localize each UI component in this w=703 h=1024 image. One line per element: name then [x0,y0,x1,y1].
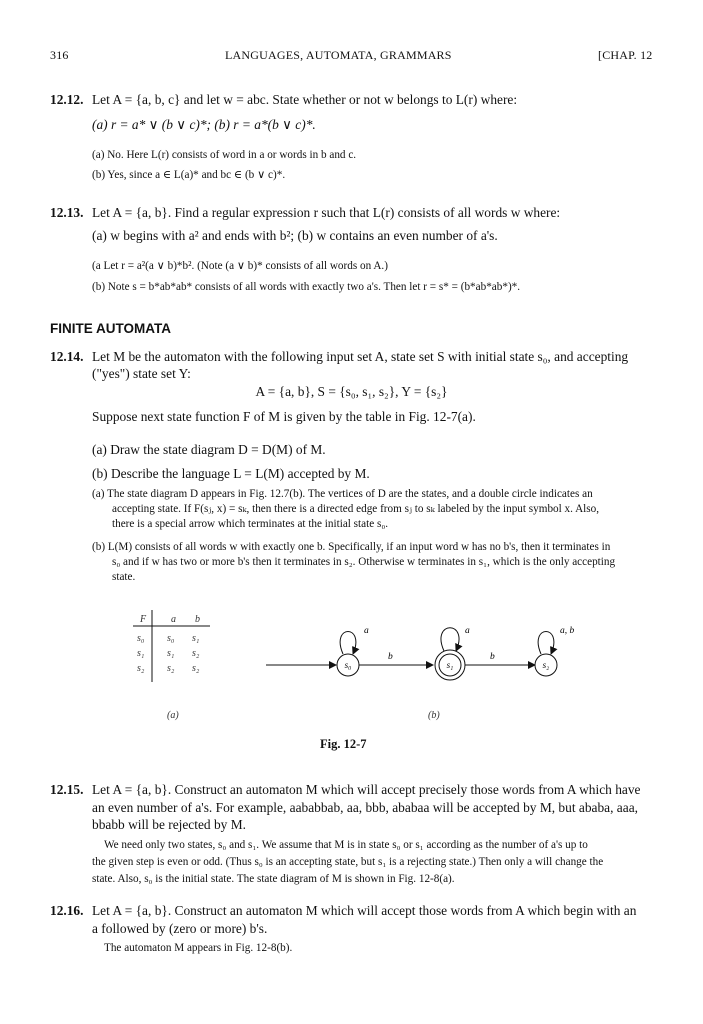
problem-number: 12.12. [50,92,84,107]
problem-text-line: an even number of a's. For example, aababbab, aa, bbb, ababaa will be accepted by M, but ababa, aaa, [92,800,638,815]
solution-a: (a) No. Here L(r) consists of word in a or words in b and c. [92,149,357,161]
state-label: s₀ [344,660,352,670]
problem-text-line: bbabb will be rejected by M. [92,817,246,832]
problem-text-line: Let A = {a, b}. Construct an automaton M which will accept those words from A which begin with an [92,903,637,918]
problem-text-line: Let A = {a, b}. Construct an automaton M which will accept precisely those words from A which have [92,782,641,797]
problem-number: 12.14. [50,349,84,364]
running-title: LANGUAGES, AUTOMATA, GRAMMARS [225,48,452,62]
problem-text-line: ("yes") state set Y: [92,366,191,381]
problem-text: Let A = {a, b}. Find a regular expression r such that L(r) consists of all words w where: [92,205,561,220]
solution-a-line: accepting state. If F(sⱼ, x) = sₖ, then there is a directed edge from sⱼ to sₖ labeled by the input symbol x. Also, [112,503,600,515]
solution-line: state. Also, s₀ is the initial state. The state diagram of M is shown in Fig. 12-8(a). [92,873,455,885]
table-cell: s₂ [167,663,175,674]
table-cell: s₂ [192,663,200,674]
solution-line: The automaton M appears in Fig. 12-8(b). [104,942,293,954]
page-number: 316 [50,48,69,62]
table-col-header: b [195,614,200,625]
table-cell: s₁ [167,648,175,659]
solution-b-line: (b) L(M) consists of all words w with exactly one b. Specifically, if an input word w has no b's, then it terminates in [92,541,611,553]
solution-a: (a Let r = a²(a ∨ b)*b². (Note (a ∨ b)* consists of all words on A.) [92,260,388,272]
transition-table [133,610,210,682]
part-a: (a) Draw the state diagram D = D(M) of M. [92,442,326,457]
solution-line: the given step is even or odd. (Thus s₀ is an accepting state, but s₁ is a rejecting state.) Then only a will change the [92,856,604,868]
solution-a-line: there is a special arrow which terminates at the initial state s₀. [112,518,389,530]
figure-caption: Fig. 12-7 [320,737,367,751]
table-corner: F [140,614,147,625]
edge-label: b [490,652,495,662]
state-diagram [266,626,575,680]
self-loop [340,632,356,655]
state-label: s₁ [446,660,454,670]
edge-label: b [388,652,393,662]
loop-label: a, b [560,626,575,636]
table-cell: s₁ [137,648,145,659]
problem-text-line: a followed by (zero or more) b's. [92,921,268,936]
solution-b-line: s₀ and if w has two or more b's then it terminates in s₂. Otherwise w terminates in s₁, which is the only accepting [112,556,616,568]
table-cell: s₀ [167,633,175,644]
table-cell: s₀ [137,633,145,644]
solution-b-line: state. [112,571,136,583]
problem-parts: (a) r = a* ∨ (b ∨ c)*; (b) r = a*(b ∨ c)*. [92,117,316,132]
table-cell: s₁ [192,633,200,644]
solution-a-line: (a) The state diagram D appears in Fig. 12.7(b). The vertices of D are the states, and a double circle indicates an [92,488,593,500]
subfigure-label-a: (a) [167,710,179,721]
problem-number: 12.16. [50,903,84,918]
table-col-header: a [171,614,176,625]
problem-text: Let A = {a, b, c} and let w = abc. State whether or not w belongs to L(r) where: [92,92,518,107]
solution-b: (b) Yes, since a ∈ L(a)* and bc ∈ (b ∨ c)*. [92,169,286,181]
problem-text-line: Let M be the automaton with the following input set A, state set S with initial state s₀, and accepting [92,349,629,364]
state-label: s₂ [542,660,550,670]
problem-text-line: Suppose next state function F of M is given by the table in Fig. 12-7(a). [92,409,476,424]
part-b: (b) Describe the language L = L(M) accepted by M. [92,466,370,481]
table-cell: s₂ [192,648,200,659]
state-sets-equation: A = {a, b}, S = {s₀, s₁, s₂}, Y = {s₂} [255,384,448,399]
table-cell: s₂ [137,663,145,674]
solution-b: (b) Note s = b*ab*ab* consists of all words with exactly two a's. Then let r = s* = (b*ab*ab*)*. [92,281,521,293]
loop-label: a [465,626,470,636]
subfigure-label-b: (b) [428,710,440,721]
figure-12-7 [0,600,703,730]
chapter-label: [CHAP. 12 [598,48,653,62]
loop-label: a [364,626,369,636]
self-loop [538,632,554,655]
self-loop [441,628,459,651]
problem-number: 12.15. [50,782,84,797]
section-title: FINITE AUTOMATA [50,321,171,336]
solution-line: We need only two states, s₀ and s₁. We assume that M is in state s₀ or s₁ according as the number of a's up to [104,839,588,851]
problem-parts: (a) w begins with a² and ends with b²; (b) w contains an even number of a's. [92,228,498,243]
problem-number: 12.13. [50,205,84,220]
